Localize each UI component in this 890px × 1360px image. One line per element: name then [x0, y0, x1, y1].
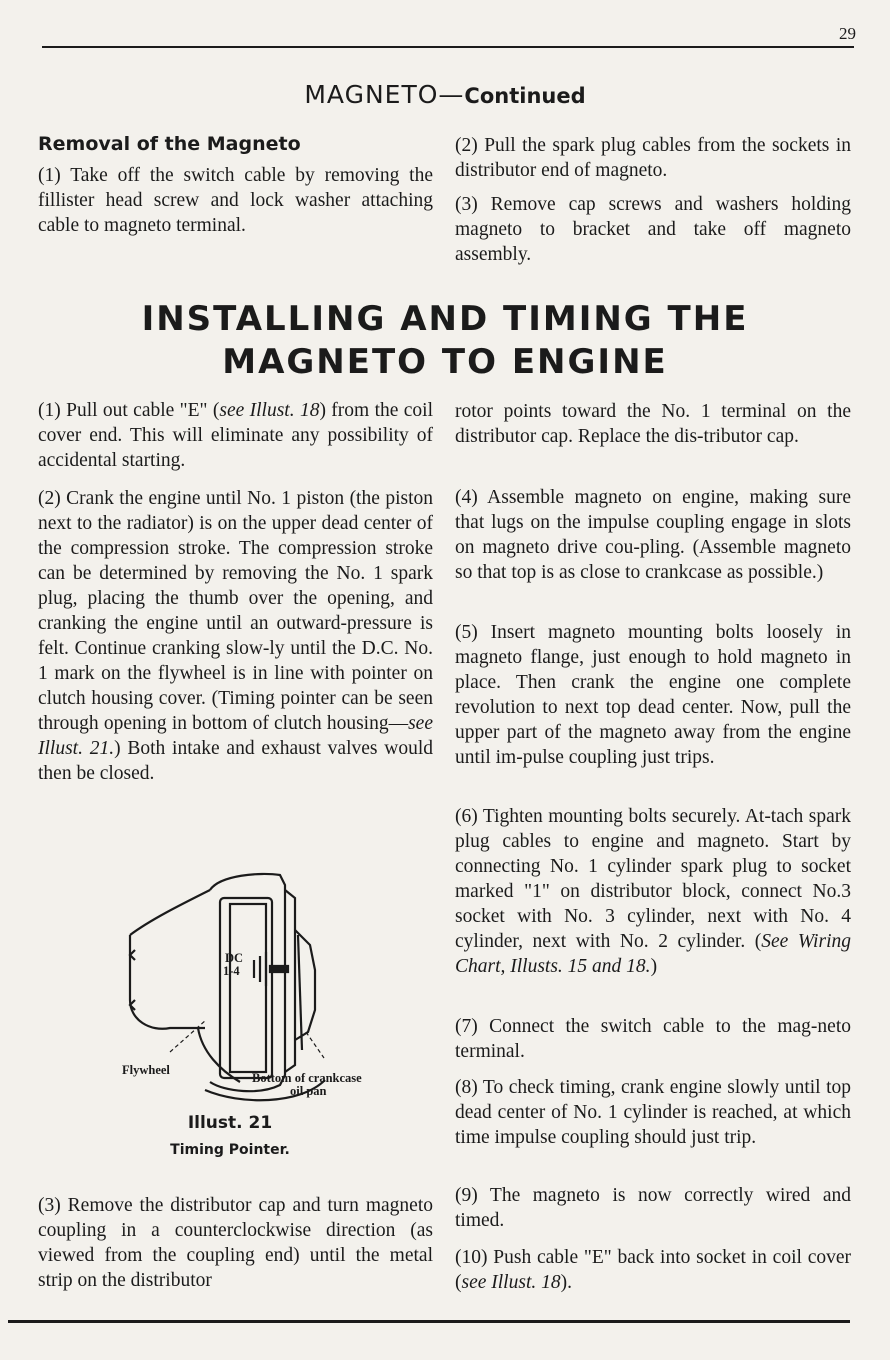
install-step-3: (3) Remove the distributor cap and turn magneto coupling in a counterclockwise direction (as viewed from the coupling end) until the metal strip on the distributor: [38, 1195, 433, 1291]
installing-heading-line-1: INSTALLING AND TIMING THE: [141, 299, 749, 339]
install-step-5: (5) Insert magneto mounting bolts loosely in magneto flange, just enough to hold magneto in place. Then crank the engine one complete revolution to next top dead center. Now, pull the upper part of the magneto away from the engine until im-pulse coupling just trips.: [455, 622, 851, 768]
install-step-10: (10) Push cable "E" back into socket in coil cover (see Illust. 18).: [455, 1247, 851, 1293]
flywheel-label: Flywheel: [122, 1063, 170, 1077]
installing-heading-line-2: MAGNETO TO ENGINE: [222, 342, 668, 382]
install-step-8: (8) To check timing, crank engine slowly until top dead center of No. 1 cylinder is reached, at which time impulse coupling should just trip.: [455, 1077, 851, 1148]
crankcase-label: Bottom of crankcase: [252, 1071, 362, 1085]
section-title-dash: —: [438, 80, 465, 109]
oil-pan-label: oil pan: [290, 1084, 327, 1098]
removal-step-3: (3) Remove cap screws and washers holding magneto to bracket and take off magneto assembly.: [455, 194, 851, 265]
install-step-9: (9) The magneto is now correctly wired and timed.: [455, 1185, 851, 1231]
figure-caption-subtitle: Timing Pointer.: [170, 1142, 290, 1158]
dc-mark: DC: [225, 951, 244, 965]
timing-pointer-figure: [110, 860, 410, 1110]
illust-reference: see Illust. 18: [219, 400, 320, 421]
installing-heading: [0, 298, 890, 384]
install-step-1: (1) Pull out cable "E" (see Illust. 18) from the coil cover end. This will eliminate any possibility of accidental starting.: [38, 400, 434, 471]
illust-reference: see Illust. 18: [461, 1272, 561, 1293]
install-step-2: (2) Crank the engine until No. 1 piston (the piston next to the radiator) is on the upper dead center of the compression stroke. The compression stroke can be determined by removing the No. 1 spark plug, placing the thumb over the opening, and cranking the engine until an outward-pressure is felt. Continue cranking slow-ly until the D.C. No. 1 mark on the flywheel is in line with pointer on clutch housing cover. (Timing pointer can be seen through opening in bottom of clutch housing—see Illust. 21.) Both intake and exhaust valves would then be closed.: [38, 488, 433, 784]
install-step-4: (4) Assemble magneto on engine, making sure that lugs on the impulse coupling engage in slots on magneto drive cou-pling. (Assemble magneto so that top is as close to crankcase as possible.): [455, 487, 851, 583]
removal-heading: Removal of the Magneto: [38, 133, 301, 155]
section-title-sub: Continued: [464, 84, 586, 108]
removal-step-1: (1) Take off the switch cable by removing the fillister head screw and lock washer attaching cable to magneto terminal.: [38, 165, 433, 236]
install-step-3-continued: rotor points toward the No. 1 terminal on the distributor cap. Replace the dis-tributor cap.: [455, 401, 851, 447]
wiring-chart-reference: See Wiring Chart, Illusts. 15 and 18.: [455, 931, 851, 977]
page-number: 29: [839, 24, 856, 43]
cylinder-1-4-mark: 1-4: [223, 964, 240, 978]
section-title: [0, 80, 890, 109]
illust-reference: see Illust. 21.: [38, 713, 433, 759]
removal-step-2: (2) Pull the spark plug cables from the sockets in distributor end of magneto.: [455, 135, 851, 181]
top-rule: [42, 46, 854, 48]
install-step-7: (7) Connect the switch cable to the mag-neto terminal.: [455, 1016, 851, 1062]
section-title-main: MAGNETO: [304, 80, 439, 109]
bottom-rule: [8, 1320, 850, 1323]
figure-caption-title: Illust. 21: [187, 1113, 273, 1133]
install-step-6: (6) Tighten mounting bolts securely. At-tach spark plug cables to engine and magneto. Start by connecting No. 1 cylinder spark plug to socket marked "1" on distributor block, connect No.3 socket with No. 3 cylinder, next with No. 4 cylinder, next with No. 2 cylinder. (See Wiring Chart, Illusts. 15 and 18.): [455, 806, 851, 977]
